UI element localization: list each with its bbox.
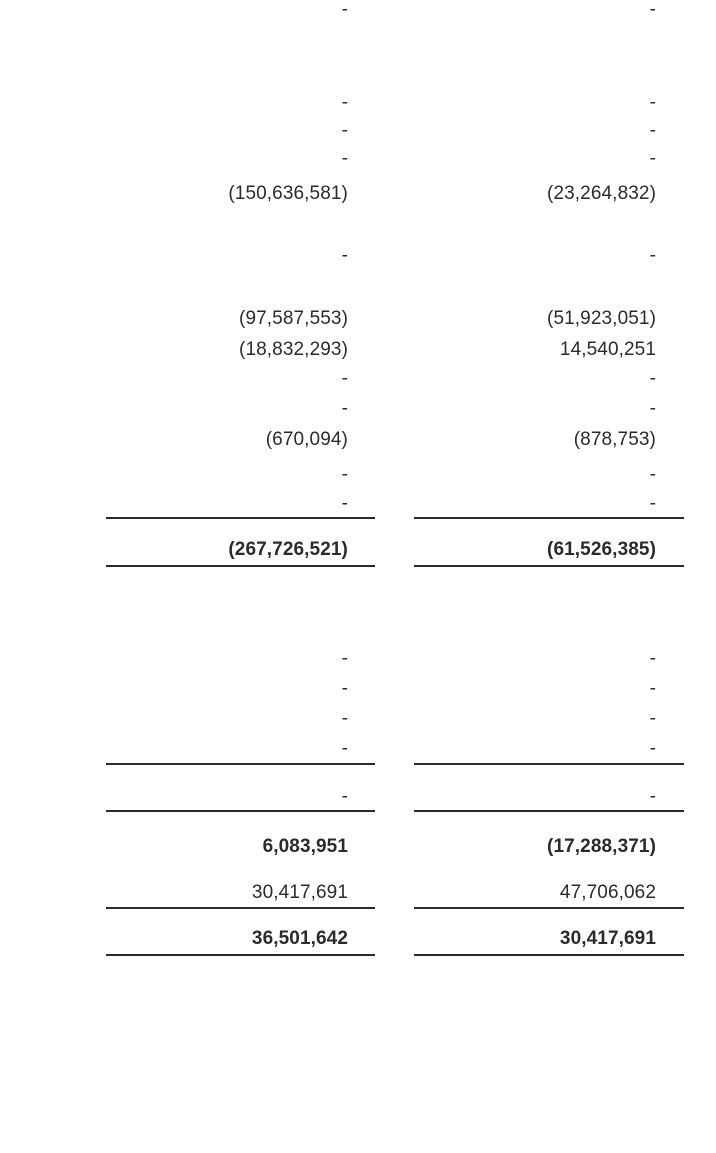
subtotal-value: (61,526,385) [547, 539, 656, 560]
value-cell: - [649, 786, 656, 807]
value-cell: (18,832,293) [239, 339, 348, 360]
column-current-year [60, 0, 360, 1153]
value-cell: - [341, 92, 348, 113]
underline-rule [106, 565, 375, 567]
value-cell: - [341, 786, 348, 807]
value-cell: 14,540,251 [559, 339, 656, 360]
double-underline-rule [106, 954, 375, 956]
closing-balance-value: 36,501,642 [251, 928, 348, 949]
value-cell: - [649, 398, 656, 419]
value-cell: - [341, 708, 348, 729]
value-cell: - [341, 0, 348, 20]
underline-rule [106, 907, 375, 909]
underline-rule [106, 517, 375, 519]
value-cell: (670,094) [265, 429, 348, 450]
value-cell: - [649, 148, 656, 169]
value-cell: (51,923,051) [547, 308, 656, 329]
underline-rule [414, 810, 684, 812]
value-cell: - [649, 678, 656, 699]
value-cell: - [341, 245, 348, 266]
underline-rule [414, 907, 684, 909]
value-cell: - [649, 464, 656, 485]
value-cell: (878,753) [573, 429, 656, 450]
net-change-value: 6,083,951 [262, 836, 348, 857]
column-prior-year [368, 0, 668, 1153]
value-cell: - [341, 120, 348, 141]
value-cell: - [341, 368, 348, 389]
value-cell: - [649, 708, 656, 729]
value-cell: - [341, 738, 348, 759]
underline-rule [106, 810, 375, 812]
net-change-value: (17,288,371) [547, 836, 656, 857]
opening-balance-value: 47,706,062 [559, 882, 656, 903]
value-cell: - [649, 92, 656, 113]
value-cell: - [649, 0, 656, 20]
value-cell: - [341, 148, 348, 169]
subtotal-value: (267,726,521) [228, 539, 348, 560]
value-cell: - [341, 464, 348, 485]
underline-rule [414, 565, 684, 567]
value-cell: - [649, 245, 656, 266]
value-cell: - [341, 493, 348, 514]
value-cell: - [649, 368, 656, 389]
value-cell: - [341, 678, 348, 699]
value-cell: - [341, 648, 348, 669]
double-underline-rule [414, 954, 684, 956]
underline-rule [414, 517, 684, 519]
value-cell: - [649, 738, 656, 759]
underline-rule [106, 763, 375, 765]
value-cell: (150,636,581) [228, 183, 348, 204]
closing-balance-value: 30,417,691 [559, 928, 656, 949]
value-cell: (97,587,553) [239, 308, 348, 329]
underline-rule [414, 763, 684, 765]
value-cell: - [649, 493, 656, 514]
value-cell: - [649, 648, 656, 669]
value-cell: - [341, 398, 348, 419]
value-cell: (23,264,832) [547, 183, 656, 204]
opening-balance-value: 30,417,691 [251, 882, 348, 903]
value-cell: - [649, 120, 656, 141]
